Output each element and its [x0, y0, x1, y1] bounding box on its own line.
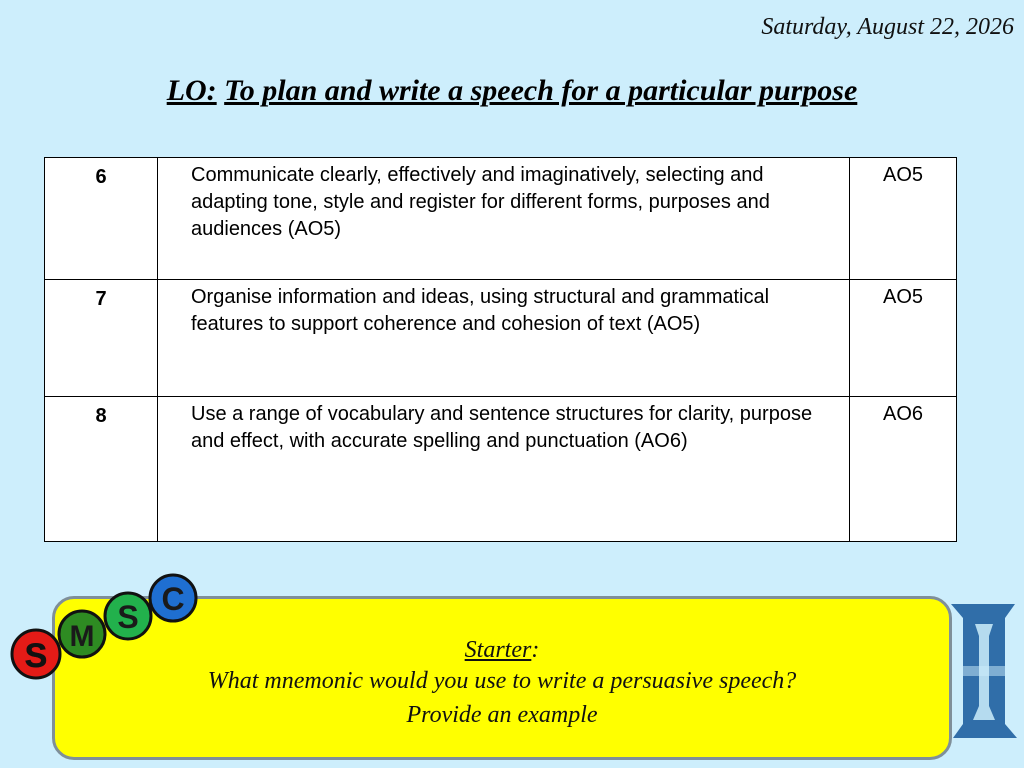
- lo-text: To plan and write a speech for a particular purpose: [224, 74, 858, 107]
- learning-objective: [0, 74, 1024, 108]
- criterion-description: Use a range of vocabulary and sentence structures for clarity, purpose and effect, with accurate spelling and punctuation (AO6): [158, 397, 850, 542]
- table-row: [45, 158, 957, 280]
- lo-prefix: LO:: [166, 74, 217, 107]
- svg-text:C: C: [161, 581, 185, 617]
- starter-question: What mnemonic would you use to write a persuasive speech?: [207, 668, 797, 694]
- starter-title: Starter: [464, 637, 532, 663]
- assessment-criteria-table: [44, 157, 957, 542]
- criterion-number: 8: [45, 397, 158, 542]
- criterion-number: 6: [45, 158, 158, 280]
- starter-instruction: Provide an example: [406, 702, 598, 728]
- table-row: [45, 397, 957, 542]
- smsc-letter-s2: [105, 593, 151, 639]
- starter-colon: :: [531, 637, 540, 663]
- smsc-letter-c: [150, 575, 196, 621]
- smsc-logo: [4, 570, 204, 685]
- criterion-ao: AO6: [850, 397, 957, 542]
- criterion-description: Communicate clearly, effectively and imaginatively, selecting and adapting tone, style and register for different forms, purposes and audiences (AO5): [158, 158, 850, 280]
- svg-text:S: S: [117, 599, 139, 635]
- smsc-letter-m: [59, 611, 105, 657]
- svg-text:S: S: [24, 637, 48, 675]
- smsc-letter-s1: [12, 630, 60, 678]
- criterion-number: 7: [45, 280, 158, 397]
- school-crest-icon: [945, 596, 1024, 746]
- table-row: [45, 280, 957, 397]
- criterion-ao: AO5: [850, 158, 957, 280]
- svg-text:M: M: [69, 620, 95, 653]
- criterion-description: Organise information and ideas, using structural and grammatical features to support coherence and cohesion of text (AO5): [158, 280, 850, 397]
- criterion-ao: AO5: [850, 280, 957, 397]
- date-label: Saturday, August 22, 2026: [761, 14, 1014, 40]
